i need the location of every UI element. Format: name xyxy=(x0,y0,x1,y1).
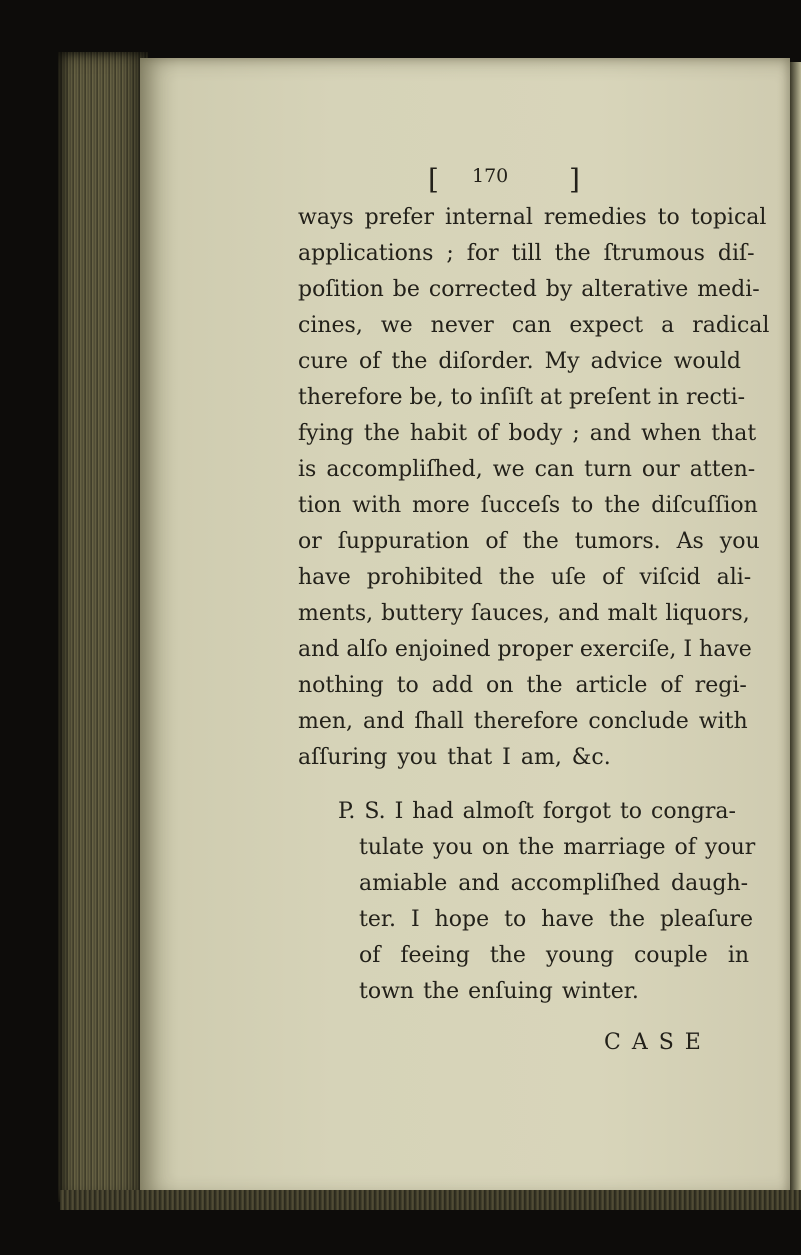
text-line: aſſuring you that I am, &c. xyxy=(298,745,611,770)
text-line: fying the habit of body ; and when that xyxy=(298,421,757,446)
text-line: ter. I hope to have the pleaſure xyxy=(359,907,754,932)
text-line: P. S. I had almoſt forgot to congra- xyxy=(338,799,736,824)
text-line: is accompliſhed, we can turn our atten- xyxy=(298,457,756,482)
text-line: of feeing the young couple in xyxy=(359,943,750,968)
text-line: cines, we never can expect a radical xyxy=(298,313,770,338)
text-line: applications ; for till the ſtrumous diſ- xyxy=(298,241,755,266)
book-right-edge xyxy=(790,62,801,1192)
book-bottom-edge xyxy=(60,1190,801,1210)
text-line: amiable and accompliſhed daugh- xyxy=(359,871,749,896)
text-line: and alſo enjoined proper exerciſe, I have xyxy=(298,637,752,662)
text-line: ways prefer internal remedies to topical xyxy=(298,205,767,230)
book-page-edges xyxy=(58,52,148,1202)
header-left-bracket: [ xyxy=(428,163,439,196)
text-line: tion with more ſucceſs to the diſcuſſion xyxy=(298,493,758,518)
text-line: nothing to add on the article of regi- xyxy=(298,673,747,698)
catchword: CASE xyxy=(604,1030,712,1055)
text-line: men, and ſhall therefore conclude with xyxy=(298,709,748,734)
text-line: therefore be, to inſiſt at preſent in recti- xyxy=(298,385,746,410)
text-line: cure of the diſorder. My advice would xyxy=(298,349,741,374)
header-right-bracket: ] xyxy=(569,163,580,196)
text-line: poſition be corrected by alterative medi- xyxy=(298,277,760,302)
text-line: have prohibited the uſe of viſcid ali- xyxy=(298,565,752,590)
text-line: or ſuppuration of the tumors. As you xyxy=(298,529,760,554)
page-header xyxy=(428,163,588,195)
page-number: 170 xyxy=(472,165,509,187)
text-line: ments, buttery ſauces, and malt liquors, xyxy=(298,601,750,626)
text-line: tulate you on the marriage of your xyxy=(359,835,756,860)
text-line: town the enſuing winter. xyxy=(359,979,639,1004)
